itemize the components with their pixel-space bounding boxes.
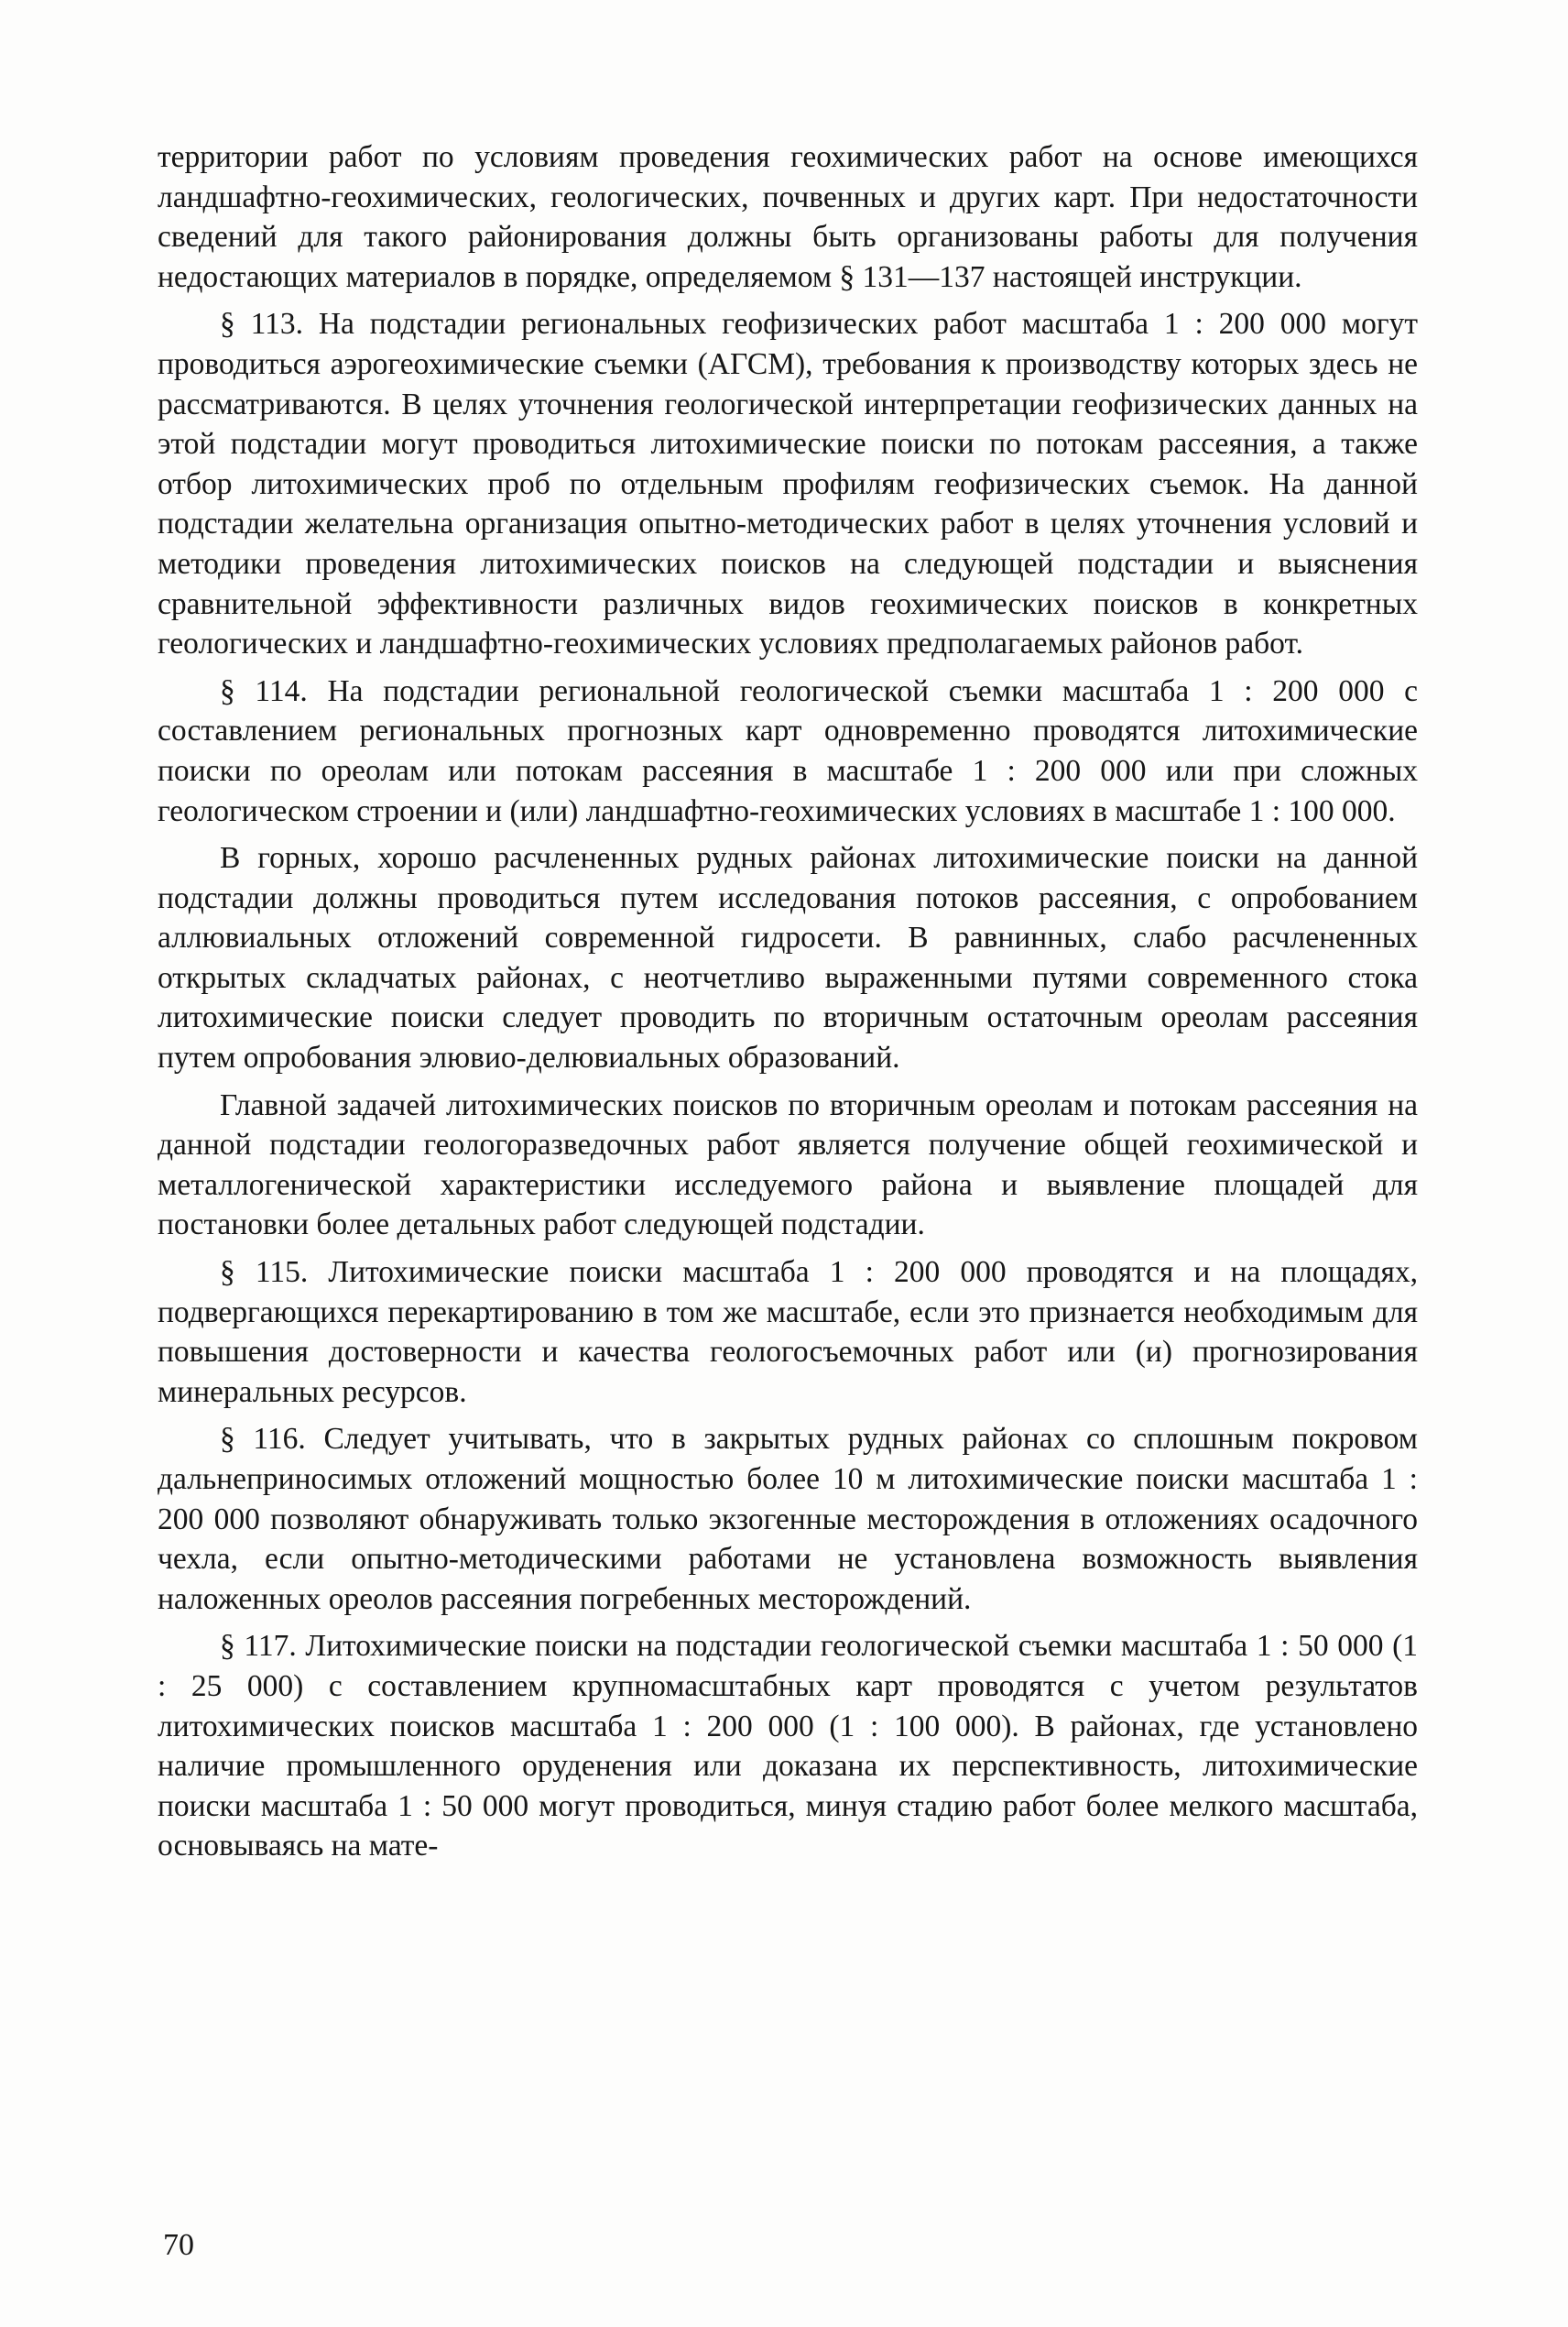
paragraph-114: § 114. На подстадии региональной геологической съемки масштаба 1 : 200 000 с составлением региональных прогнозных карт одновременно проводятся литохимические поиски по ореолам или потокам рассеяния в масштабе 1 : 200 000 или при сложных геологическом строении и (или) ландшафтно-геохимических условиях в масштабе 1 : 100 000. bbox=[158, 673, 1418, 828]
paragraph-115: § 115. Литохимические поиски масштаба 1 : 200 000 проводятся и на площадях, подвергающихся перекартированию в том же масштабе, если это признается необходимым для повышения достоверности и качества геологосъемочных работ или (и) прогнозирования минеральных ресурсов. bbox=[158, 1255, 1418, 1409]
paragraph-117: § 117. Литохимические поиски на подстадии геологической съемки масштаба 1 : 50 000 (1 : 25 000) с составлением крупномасштабных карт проводятся с учетом результатов литохимических поисков масштаба 1 : 200 000 (1 : 100 000). В районах, где установлено наличие промышленного оруденения или доказана их перспективность, литохимические поиски масштаба 1 : 50 000 могут проводиться, минуя стадию работ более мелкого масштаба, основываясь на мате- bbox=[158, 1629, 1418, 1863]
paragraph-116: § 116. Следует учитывать, что в закрытых рудных районах со сплошным покровом дальнеприносимых отложений мощностью более 10 м литохимические поиски масштаба 1 : 200 000 позволяют обнаруживать только экзогенные месторождения в отложениях осадочного чехла, если опытно-методическими работами не установлена возможность выявления наложенных ореолов рассеяния погребенных месторождений. bbox=[158, 1422, 1418, 1616]
body-text bbox=[158, 137, 1418, 1874]
page-number: 70 bbox=[163, 2228, 194, 2262]
paragraph-main-task: Главной задачей литохимических поисков по вторичным ореолам и потокам рассеяния на данной подстадии геологоразведочных работ является получение общей геохимической и металлогенической характеристики исследуемого района и выявление площадей для постановки более детальных работ следующей подстадии. bbox=[158, 1087, 1418, 1242]
paragraph-continuation: территории работ по условиям проведения геохимических работ на основе имеющихся ландшафтно-геохимических, геологических, почвенных и других карт. При недостаточности сведений для такого районирования должны быть организованы работы для получения недостающих материалов в порядке, определяемом § 131—137 настоящей инструкции. bbox=[158, 140, 1418, 294]
paragraph-113: § 113. На подстадии региональных геофизических работ масштаба 1 : 200 000 могут проводиться аэрогеохимические съемки (АГСМ), требования к производству которых здесь не рассматриваются. В целях уточнения геологической интерпретации геофизических данных на этой подстадии могут проводиться литохимические поиски по потокам рассеяния, а также отбор литохимических проб по отдельным профилям геофизических съемок. На данной подстадии желательна организация опытно-методических работ в целях уточнения условий и методики проведения литохимических поисков на следующей подстадии и выяснения сравнительной эффективности различных видов геохимических поисков в конкретных геологических и ландшафтно-геохимических условиях предполагаемых районов работ. bbox=[158, 307, 1418, 661]
paragraph-mountain-regions: В горных, хорошо расчлененных рудных районах литохимические поиски на данной подстадии должны проводиться путем исследования потоков рассеяния, с опробованием аллювиальных отложений современной гидросети. В равнинных, слабо расчлененных открытых складчатых районах, с неотчетливо выраженными путями современного стока литохимические поиски следует проводить по вторичным остаточным ореолам рассеяния путем опробования элювио-делювиальных образований. bbox=[158, 841, 1418, 1076]
